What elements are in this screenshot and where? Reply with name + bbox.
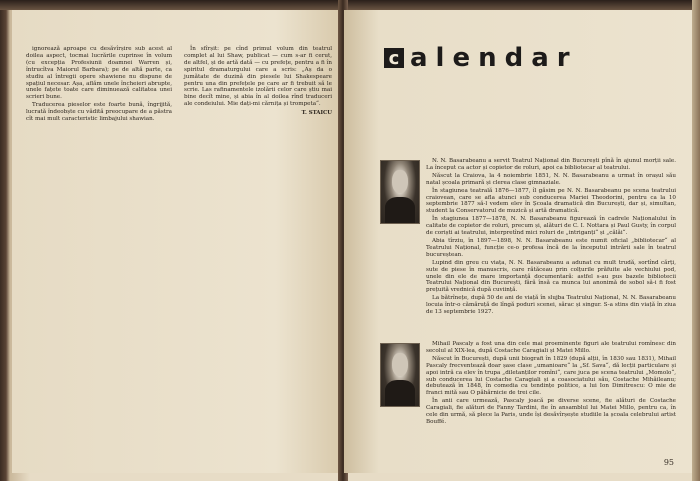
author-signature: T. STAICU <box>301 110 332 117</box>
paragraph: În stagiunea teatrală 1876—1877, îl găsim pe N. N. Basarabeanu pe scena teatrului craiovean, care se afla atunci sub conducerea Mariei Theodorini, pentru ca la 10 septembrie 1877 să-l vedem elev în Școala dramatică din București, dar și, simultan, student la Conservatorul de muzică și artă dramatică. <box>426 187 676 215</box>
paragraph: În anii care urmează, Pascaly joacă pe diverse scene, fie alături de Costache Caragiali, fie alături de Fanny Tardini, fie în ansamblul lui Matei Millo, pentru ca, în cele din urmă, să plece la Paris, unde își desăvîrșește studiile la școala celebrului artist Bouffé. <box>426 398 676 425</box>
portrait-body <box>385 197 415 223</box>
paragraph: Născut la Craiova, la 4 noiembrie 1851, N. N. Basarabeanu a urmat în orașul său natal școala primară și clerea clase gimnaziale. <box>426 172 676 186</box>
portrait-face <box>392 353 407 377</box>
portrait-face <box>392 170 407 194</box>
paragraph: Născut în București, după unii biografi în 1829 (după alții, în 1830 sau 1831), Mihail Pascaly frecventează doar șase clase „umanioare“ la „Sf. Sava“, dă lecții particulare și apoi intră ca elev în trupa „diletanților romîni“, care juca pe scena teatrului „Momolo“, sub conducerea lui Costache Caragiali și a coasociatului său, Costache Mihăileanu; debutează în 1848, în comedia cu tendințe politice, a lui Ion Dimitrescu: O mie de franci mită sau O păhărnicie de trei cile. <box>426 355 676 397</box>
title-text: alendar <box>410 43 578 73</box>
portrait-body <box>385 380 415 406</box>
left-column-1 <box>26 46 172 124</box>
paragraph: În sfîrșit: pe cînd primul volum din teatrul complet al lui Shaw, publicat — cum s-ar fi cerut, de altfel, și de artă dată — cu prefețe, pentru a fi în spiritul dramaturgului care a scris: „Aș da o jumătate de duzină din piesele lui Shakespeare pentru una din prefețele pe care ar fi trebuit să le scrie. Las rafinamentele izolării celor care știu mai bine decît mine, și abia în al doilea rînd traduceri ale condeiului. Mie dați-mi cărnița și trompeta“. <box>184 46 332 108</box>
left-page <box>12 10 342 473</box>
paragraph: Abia tîrziu, în 1897—1898, N. N. Basarabeanu este numit oficial „bibliotecar“ al Teatrului Național, funcție ce-o profesa încă de la începutul intrării sale în teatrul bucureștean. <box>426 237 676 258</box>
calendar-entry-basarabeanu <box>426 158 676 317</box>
paragraph: Traducerea pieselor este foarte bună, îngrijită, lucrată îndeobște cu vădită preocupare de a păstra cît mai mult caracteristic limbajului shawian. <box>26 102 172 123</box>
section-title <box>384 43 578 73</box>
calendar-entry-pascaly <box>426 341 676 427</box>
paragraph: În stagiunea 1877—1878, N. N. Basarabeanu figurează în cadrele Naționalului în calitate de copietor de roluri, precum și, alături de C. I. Nottara și Paul Gusty, în corpul de coriști ai teatrului, interpretînd mici roluri de „intriganți“ și „călăi“. <box>426 216 676 237</box>
title-initial-box: c <box>384 48 404 68</box>
paragraph: N. N. Basarabeanu a servit Teatrul Național din București pînă în ajunul morții sale. La început ca actor și copietor de roluri, apoi ca bibliotecar al teatrului. <box>426 158 676 171</box>
paragraph: ignorează aproape cu desăvîrșire sub acest al doilea aspect, tocmai lucrările cuprinse în volum (cu excepția Profesiunii doamnei Warren și, întrucîtva Maiorul Barbara); pe de altă parte, ca studiu al întregii opere shawiene nu dispune de spațiul necesar. Așa, aflăm unele încheieri abrupte, unele fațete toate care diminuează calitatea unei scrieri bune. <box>26 46 172 101</box>
portrait-basarabeanu <box>380 160 420 224</box>
portrait-pascaly <box>380 343 420 407</box>
paragraph: La bătrînețe, după 50 de ani de viață în slujba Teatrului Național, N. N. Basarabeanu locuia într-o cămăruță de lîngă poduri scenei, sărac și singur. S-a stins din viață în ziua de 13 septembrie 1927. <box>426 295 676 316</box>
left-column-2 <box>184 46 332 117</box>
paragraph: Mihail Pascaly a fost una din cele mai proeminente figuri ale teatrului romînesc din secolul al XIX-lea, după Costache Caragiali și Matei Millo. <box>426 341 676 354</box>
book-top-edge <box>0 0 700 10</box>
page-number: 95 <box>663 458 674 467</box>
right-page <box>344 10 694 473</box>
book-right-edge <box>692 0 700 481</box>
paragraph: Lupind din greu cu viața, N. N. Basarabeanu a adunat cu mult trudă, sortînd cărți, sute de piese în manuscris, care rătăceau prin colțurile prăfuite ale vechiului pod, unele din ele de mare importanță documentară: astfel s-au pus bazele bibliotecii Teatrului Național din București, fără însă ca munca lui anonimă de sobol să-i fi fost prețuită vrednică după cuviință. <box>426 259 676 294</box>
